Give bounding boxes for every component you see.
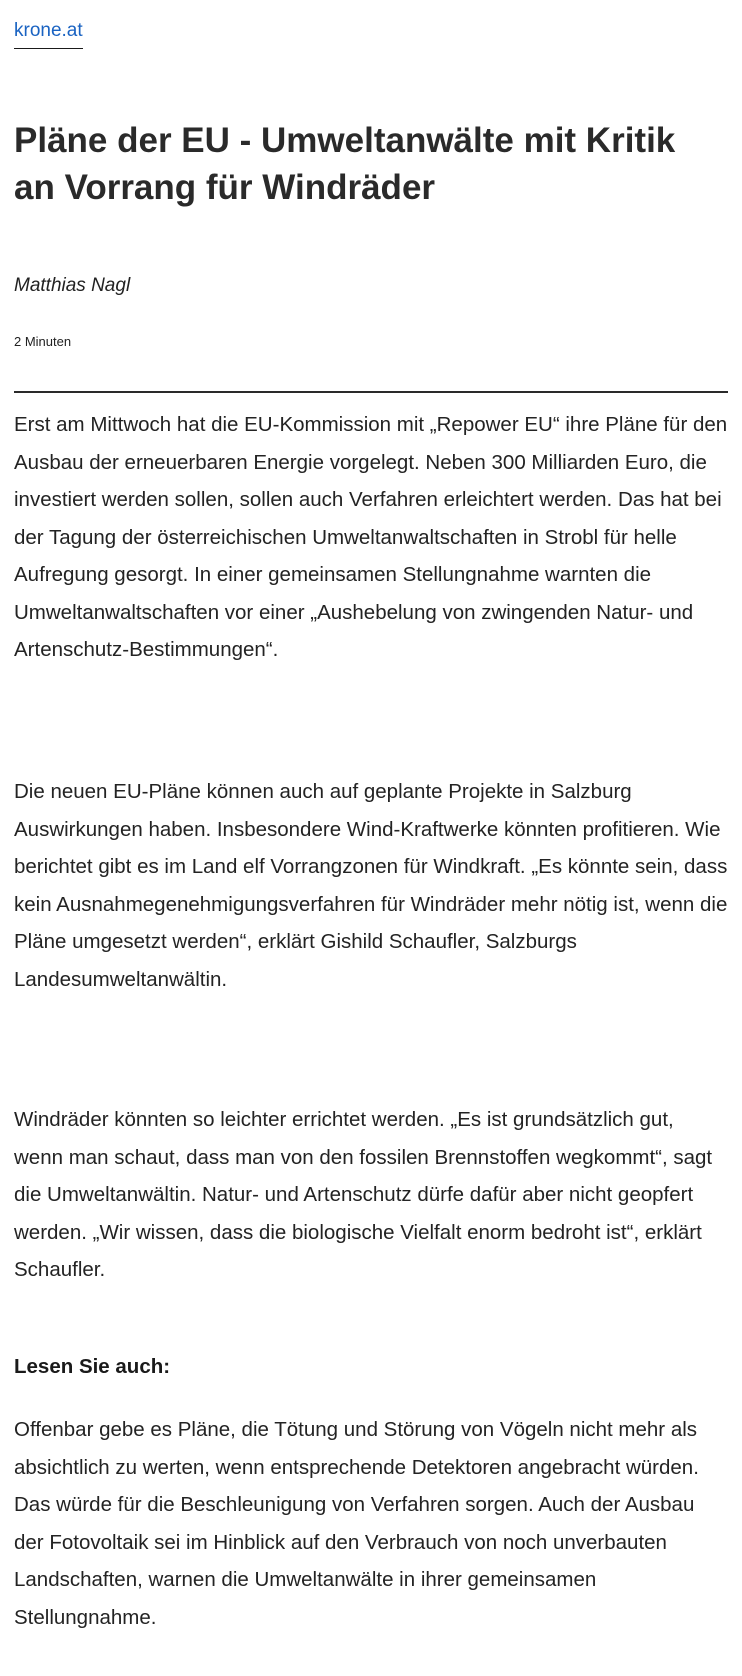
article-paragraph-3: Windräder könnten so leichter errichtet werden. „Es ist grundsätzlich gut, wenn man schaut, dass man von den fossilen Brennstoffen wegkommt“, sagt die Umweltanwältin. Natur- und Artenschutz dürfe dafür aber nicht geopfert werden. „Wir wissen, dass die biologische Vielfalt enorm bedroht ist“, erklärt Schaufler. [14, 1108, 713, 1281]
header-divider [14, 391, 728, 393]
article-paragraph-1: Erst am Mittwoch hat die EU-Kommission mit „Repower EU“ ihre Pläne für den Ausbau der erneuerbaren Energie vorgelegt. Neben 300 Milliarden Euro, die investiert werden sollen, sollen auch Verfahren erleichtert werden. Das hat bei der Tagung der österreichischen Umweltanwaltschaften in Strobl für helle Aufregung gesorgt. In einer gemeinsamen Stellungnahme warnten die Umweltanwaltschaften vor einer „Aushebelung von zwingenden Natur- und Artenschutz-Bestimmungen“. [14, 413, 728, 661]
article-paragraph-4: Offenbar gebe es Pläne, die Tötung und Störung von Vögeln nicht mehr als absichtlich zu werten, wenn entsprechende Detektoren angebracht würden. Das würde für die Beschleunigung von Verfahren sorgen. Auch der Ausbau der Fotovoltaik sei im Hinblick auf den Verbrauch von noch unverbauten Landschaften, warnen die Umweltanwälte in ihrer gemeinsamen Stellungnahme. [14, 1418, 699, 1629]
article-title: Pläne der EU - Umweltanwälte mit Kritik an Vorrang für Windräder [14, 121, 676, 207]
article-author: Matthias Nagl [14, 275, 131, 296]
site-link[interactable]: krone.at [14, 20, 83, 49]
read-time: 2 Minuten [14, 334, 72, 349]
article-paragraph-2: Die neuen EU-Pläne können auch auf geplante Projekte in Salzburg Auswirkungen haben. Insbesondere Wind-Kraftwerke könnten profitieren. Wie berichtet gibt es im Land elf Vorrangzonen für Windkraft. „Es könnte sein, dass kein Ausnahmegenehmigungsverfahren für Windräder mehr nötig ist, wenn die Pläne umgesetzt werden“, erklärt Gishild Schaufler, Salzburgs Landesumweltanwältin. [14, 780, 728, 991]
read-also-heading: Lesen Sie auch: [14, 1355, 171, 1378]
site-header [14, 20, 83, 49]
